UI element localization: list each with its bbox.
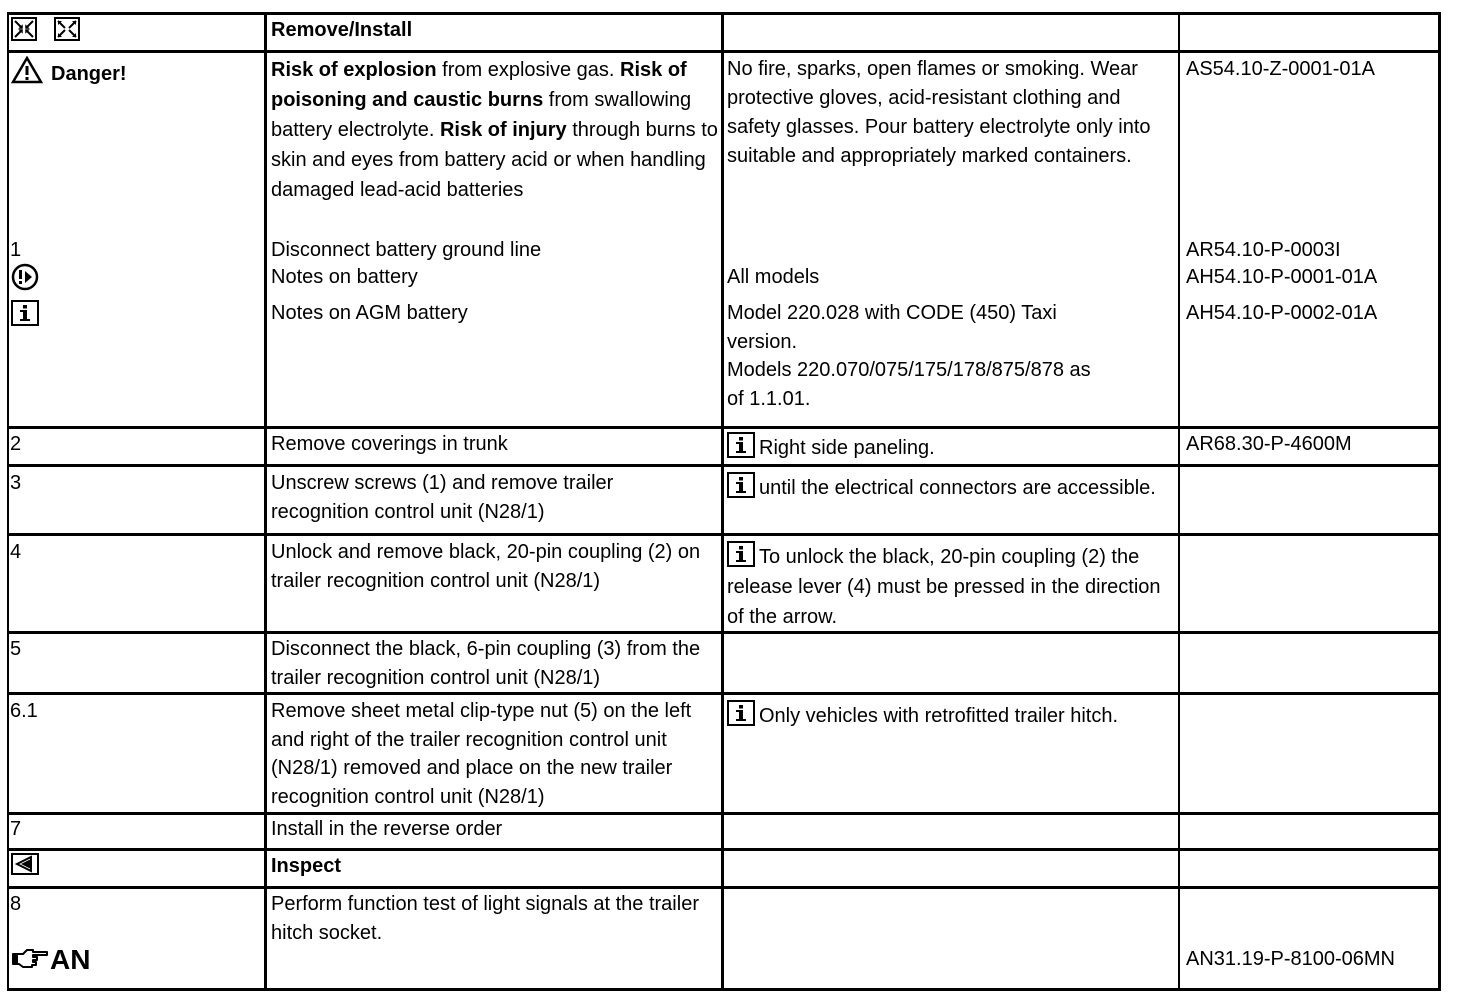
step-note xyxy=(727,541,1167,632)
notes-battery-ref-link[interactable]: AH54.10-P-0001-01A xyxy=(1186,266,1378,288)
step-number: 4 xyxy=(10,541,22,563)
column-divider xyxy=(264,12,267,991)
remove-install-icon xyxy=(11,17,81,41)
notes-agm-label: Notes on AGM battery xyxy=(271,302,468,324)
step-note-text: Right side paneling. xyxy=(759,437,935,459)
step-ref-link[interactable]: AR54.10-P-0003I xyxy=(1186,239,1341,261)
danger-description xyxy=(271,55,719,205)
step-number: 6.1 xyxy=(10,700,38,722)
info-icon xyxy=(727,432,755,458)
notes-agm-ref-link[interactable]: AH54.10-P-0002-01A xyxy=(1186,302,1378,324)
step-action: Disconnect battery ground line xyxy=(271,239,542,261)
notes-circle-icon xyxy=(11,263,39,291)
table-border xyxy=(7,988,1441,991)
info-icon xyxy=(727,541,755,567)
row-divider xyxy=(7,50,1441,53)
step-note-text: Only vehicles with retrofitted trailer hitch. xyxy=(759,705,1119,727)
danger-measures: No fire, sparks, open flames or smoking. Wear protective gloves, acid-resistant clothing and safety glasses. Pour battery electrolyte only into suitable and appropriately marked containers. xyxy=(727,58,1151,167)
an-label: AN xyxy=(50,944,91,975)
step-action: Remove coverings in trunk xyxy=(271,433,508,455)
row-divider xyxy=(7,426,1441,429)
table-border xyxy=(7,12,9,991)
notes-agm-info-1: Model 220.028 with CODE (450) Taxi version. xyxy=(727,302,1057,353)
table-border xyxy=(7,12,1441,15)
row-divider xyxy=(7,631,1441,634)
step-number: 3 xyxy=(10,472,22,494)
inspect-icon xyxy=(11,853,39,875)
step-ref-link[interactable]: AR68.30-P-4600M xyxy=(1186,433,1352,455)
step-note xyxy=(727,472,1175,503)
notes-battery-label: Notes on battery xyxy=(271,266,418,288)
row-divider xyxy=(7,812,1441,815)
row-divider xyxy=(7,848,1441,851)
step-number: 7 xyxy=(10,818,22,840)
table-border xyxy=(1438,12,1441,991)
info-icon xyxy=(11,300,39,326)
row-divider xyxy=(7,692,1441,695)
step-action: Unlock and remove black, 20-pin coupling (2) on trailer recognition control unit (N28/1) xyxy=(271,541,701,592)
step-note xyxy=(727,432,1175,463)
pointing-hand-icon xyxy=(11,946,49,972)
step-number: 1 xyxy=(10,239,22,261)
danger-risk-explosion: Risk of explosion xyxy=(271,59,437,81)
info-icon xyxy=(727,472,755,498)
step-action: Install in the reverse order xyxy=(271,818,503,840)
danger-text: through burns to skin and eyes from battery acid or when handling damaged lead-acid batteries xyxy=(271,119,718,201)
danger-text: from swallowing battery electrolyte. xyxy=(271,89,692,141)
step-action: Remove sheet metal clip-type nut (5) on the left and right of the trailer recognition control unit (N28/1) removed and place on the new trailer recognition control unit (N28/1) xyxy=(271,700,692,808)
row-divider xyxy=(7,464,1441,467)
section-title-remove-install: Remove/Install xyxy=(271,19,413,41)
notes-agm-info-2: Models 220.070/075/175/178/875/878 as of 1.1.01. xyxy=(727,359,1091,410)
step-ref-link[interactable]: AN31.19-P-8100-06MN xyxy=(1186,948,1395,970)
danger-risk-injury: Risk of injury xyxy=(439,119,567,141)
row-divider xyxy=(7,886,1441,889)
step-number: 2 xyxy=(10,433,22,455)
info-icon xyxy=(727,700,755,726)
notes-battery-info: All models xyxy=(727,266,820,288)
column-divider xyxy=(721,12,724,991)
section-title-inspect: Inspect xyxy=(271,855,342,877)
step-number: 5 xyxy=(10,638,22,660)
danger-text: from explosive gas. xyxy=(436,59,621,81)
step-note xyxy=(727,700,1175,731)
step-action: Unscrew screws (1) and remove trailer recognition control unit (N28/1) xyxy=(271,472,614,523)
warning-triangle-icon xyxy=(11,56,43,84)
column-divider xyxy=(1178,12,1180,991)
step-number: 8 xyxy=(10,893,22,915)
step-note-text: To unlock the black, 20-pin coupling (2) the release lever (4) must be pressed in the direction of the arrow. xyxy=(727,546,1161,628)
step-action: Disconnect the black, 6-pin coupling (3) from the trailer recognition control unit (N28/1) xyxy=(271,638,701,689)
row-divider xyxy=(7,533,1441,536)
danger-ref-link[interactable]: AS54.10-Z-0001-01A xyxy=(1186,58,1376,80)
danger-label: Danger! xyxy=(51,63,127,85)
danger-risk-poisoning: Risk of poisoning and caustic burns xyxy=(271,59,687,111)
step-note-text: until the electrical connectors are accessible. xyxy=(759,477,1156,499)
step-action: Perform function test of light signals at the trailer hitch socket. xyxy=(271,893,699,944)
